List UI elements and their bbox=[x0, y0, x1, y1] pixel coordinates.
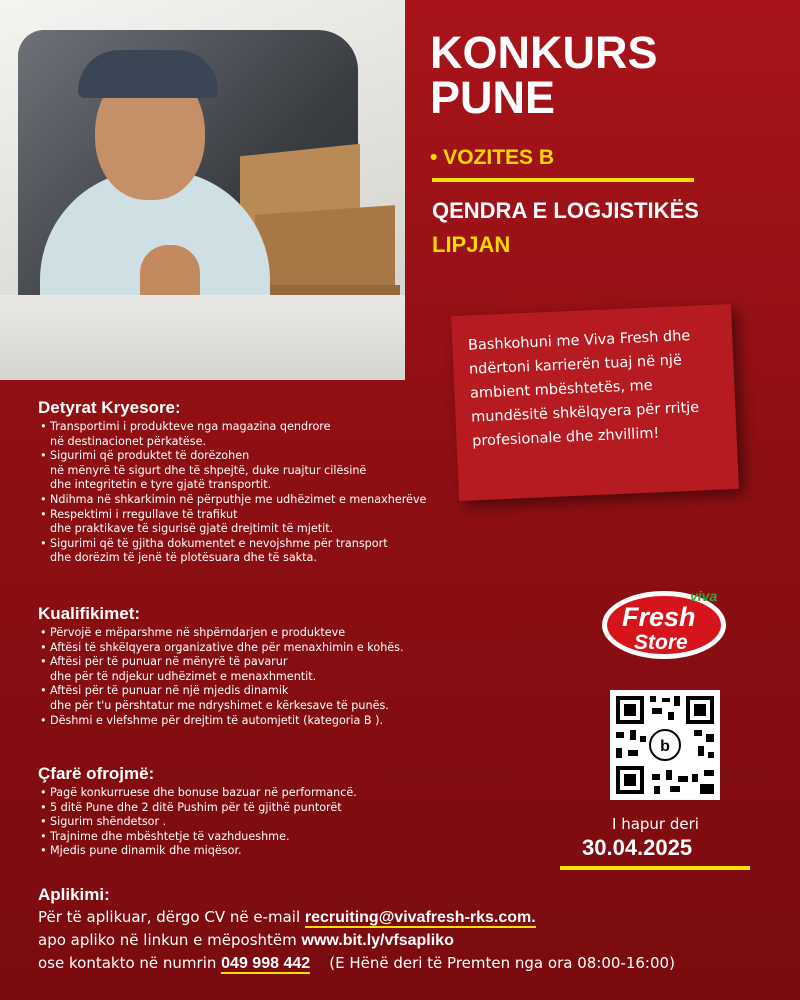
divider bbox=[560, 866, 750, 870]
list-item: • Ndihma në shkarkimin në përputhje me udhëzimet e menaxherëve bbox=[38, 493, 458, 508]
list-item: • Sigurimi që produktet të dorëzohen në mënyrë të sigurt dhe të shpejtë, duke ruajtur cilësinë dhe integritetin e tyre gjatë transportit. bbox=[38, 449, 458, 493]
list-item: • Dëshmi e vlefshme për drejtim të automjetit (kategoria B ). bbox=[38, 714, 458, 729]
driver-photo bbox=[0, 0, 405, 380]
apply-section bbox=[38, 884, 788, 975]
list-item: • Përvojë e mëparshme në shpërndarjen e produkteve bbox=[38, 626, 458, 641]
office-hours: (E Hënë deri të Premten nga ora 08:00-16:00) bbox=[329, 954, 675, 972]
job-role: • VOZITES B bbox=[430, 146, 555, 169]
apply-line2 bbox=[38, 929, 788, 952]
apply-text: Për të aplikuar, dërgo CV në e-mail bbox=[38, 908, 305, 926]
list-item: • Mjedis pune dinamik dhe miqësor. bbox=[38, 844, 458, 859]
offer-heading: Çfarë ofrojmë: bbox=[38, 764, 155, 783]
work-location: QENDRA E LOGJISTIKËS bbox=[432, 198, 699, 223]
logo-store: Store bbox=[634, 631, 688, 654]
apply-link[interactable]: www.bit.ly/vfsapliko bbox=[301, 932, 454, 949]
apply-line1 bbox=[38, 906, 788, 929]
list-item: • Trajnime dhe mbështetje të vazhdueshme. bbox=[38, 830, 458, 845]
list-item: • Aftësi për të punuar në mënyrë të pavarur dhe për të ndjekur udhëzimet e menaxhmentit. bbox=[38, 655, 458, 684]
email-link[interactable]: recruiting@vivafresh-rks.com. bbox=[304, 909, 536, 926]
qr-code[interactable] bbox=[610, 690, 720, 800]
svg-text:b: b bbox=[660, 738, 670, 755]
title-line2: PUNE bbox=[430, 72, 556, 123]
city: LIPJAN bbox=[432, 232, 511, 257]
qualifications-heading: Kualifikimet: bbox=[38, 604, 141, 623]
list-item: • Respektimi i rregullave të trafikut dhe praktikave të sigurisë gjatë drejtimit të mjetit. bbox=[38, 508, 458, 537]
phone-number[interactable]: 049 998 442 bbox=[221, 955, 311, 972]
divider bbox=[432, 178, 694, 182]
viva-fresh-store-logo bbox=[598, 583, 732, 663]
list-item: • Transportimi i produkteve nga magazina qendrore në destinacionet përkatëse. bbox=[38, 420, 458, 449]
list-item: • Pagë konkurruese dhe bonuse bazuar në performancë. bbox=[38, 786, 458, 801]
list-item: • Sigurim shëndetsor . bbox=[38, 815, 458, 830]
van-door bbox=[0, 295, 405, 380]
deadline-date: 30.04.2025 bbox=[582, 835, 693, 860]
duties-heading: Detyrat Kryesore: bbox=[38, 398, 181, 417]
promo-text: Bashkohuni me Viva Fresh dhe ndërtoni karrierën tuaj në një ambient mbështetës, me mundësitë shkëlqyera për rritje profesionale dhe zhvillim! bbox=[467, 328, 700, 450]
apply-heading: Aplikimi: bbox=[38, 885, 110, 904]
apply-text: apo apliko në linkun e mëposhtëm bbox=[38, 931, 302, 949]
logo-fresh: Fresh bbox=[622, 602, 696, 632]
driver-cap bbox=[78, 50, 218, 98]
list-item: • Aftësi të shkëlqyera organizative dhe për menaxhimin e kohës. bbox=[38, 641, 458, 656]
title-line1: KONKURS bbox=[430, 27, 658, 78]
duties-section bbox=[38, 398, 458, 566]
apply-text: ose kontakto në numrin bbox=[38, 954, 222, 972]
page-title bbox=[430, 27, 790, 123]
apply-line3 bbox=[38, 952, 788, 975]
logo-viva: viva bbox=[690, 588, 718, 604]
offer-section bbox=[38, 764, 458, 859]
cargo-box bbox=[255, 205, 395, 295]
list-item: • Sigurimi që të gjitha dokumentet e nevojshme për transport dhe dorëzim të jenë të plotësuara dhe të sakta. bbox=[38, 537, 458, 566]
list-item: • Aftësi për të punuar në një mjedis dinamik dhe për t'u përshtatur me ndryshimet e kërkesave të punës. bbox=[38, 684, 458, 713]
qualifications-section bbox=[38, 604, 458, 728]
deadline-label: I hapur deri bbox=[612, 815, 699, 833]
list-item: • 5 ditë Pune dhe 2 ditë Pushim për të gjithë puntorët bbox=[38, 801, 458, 816]
